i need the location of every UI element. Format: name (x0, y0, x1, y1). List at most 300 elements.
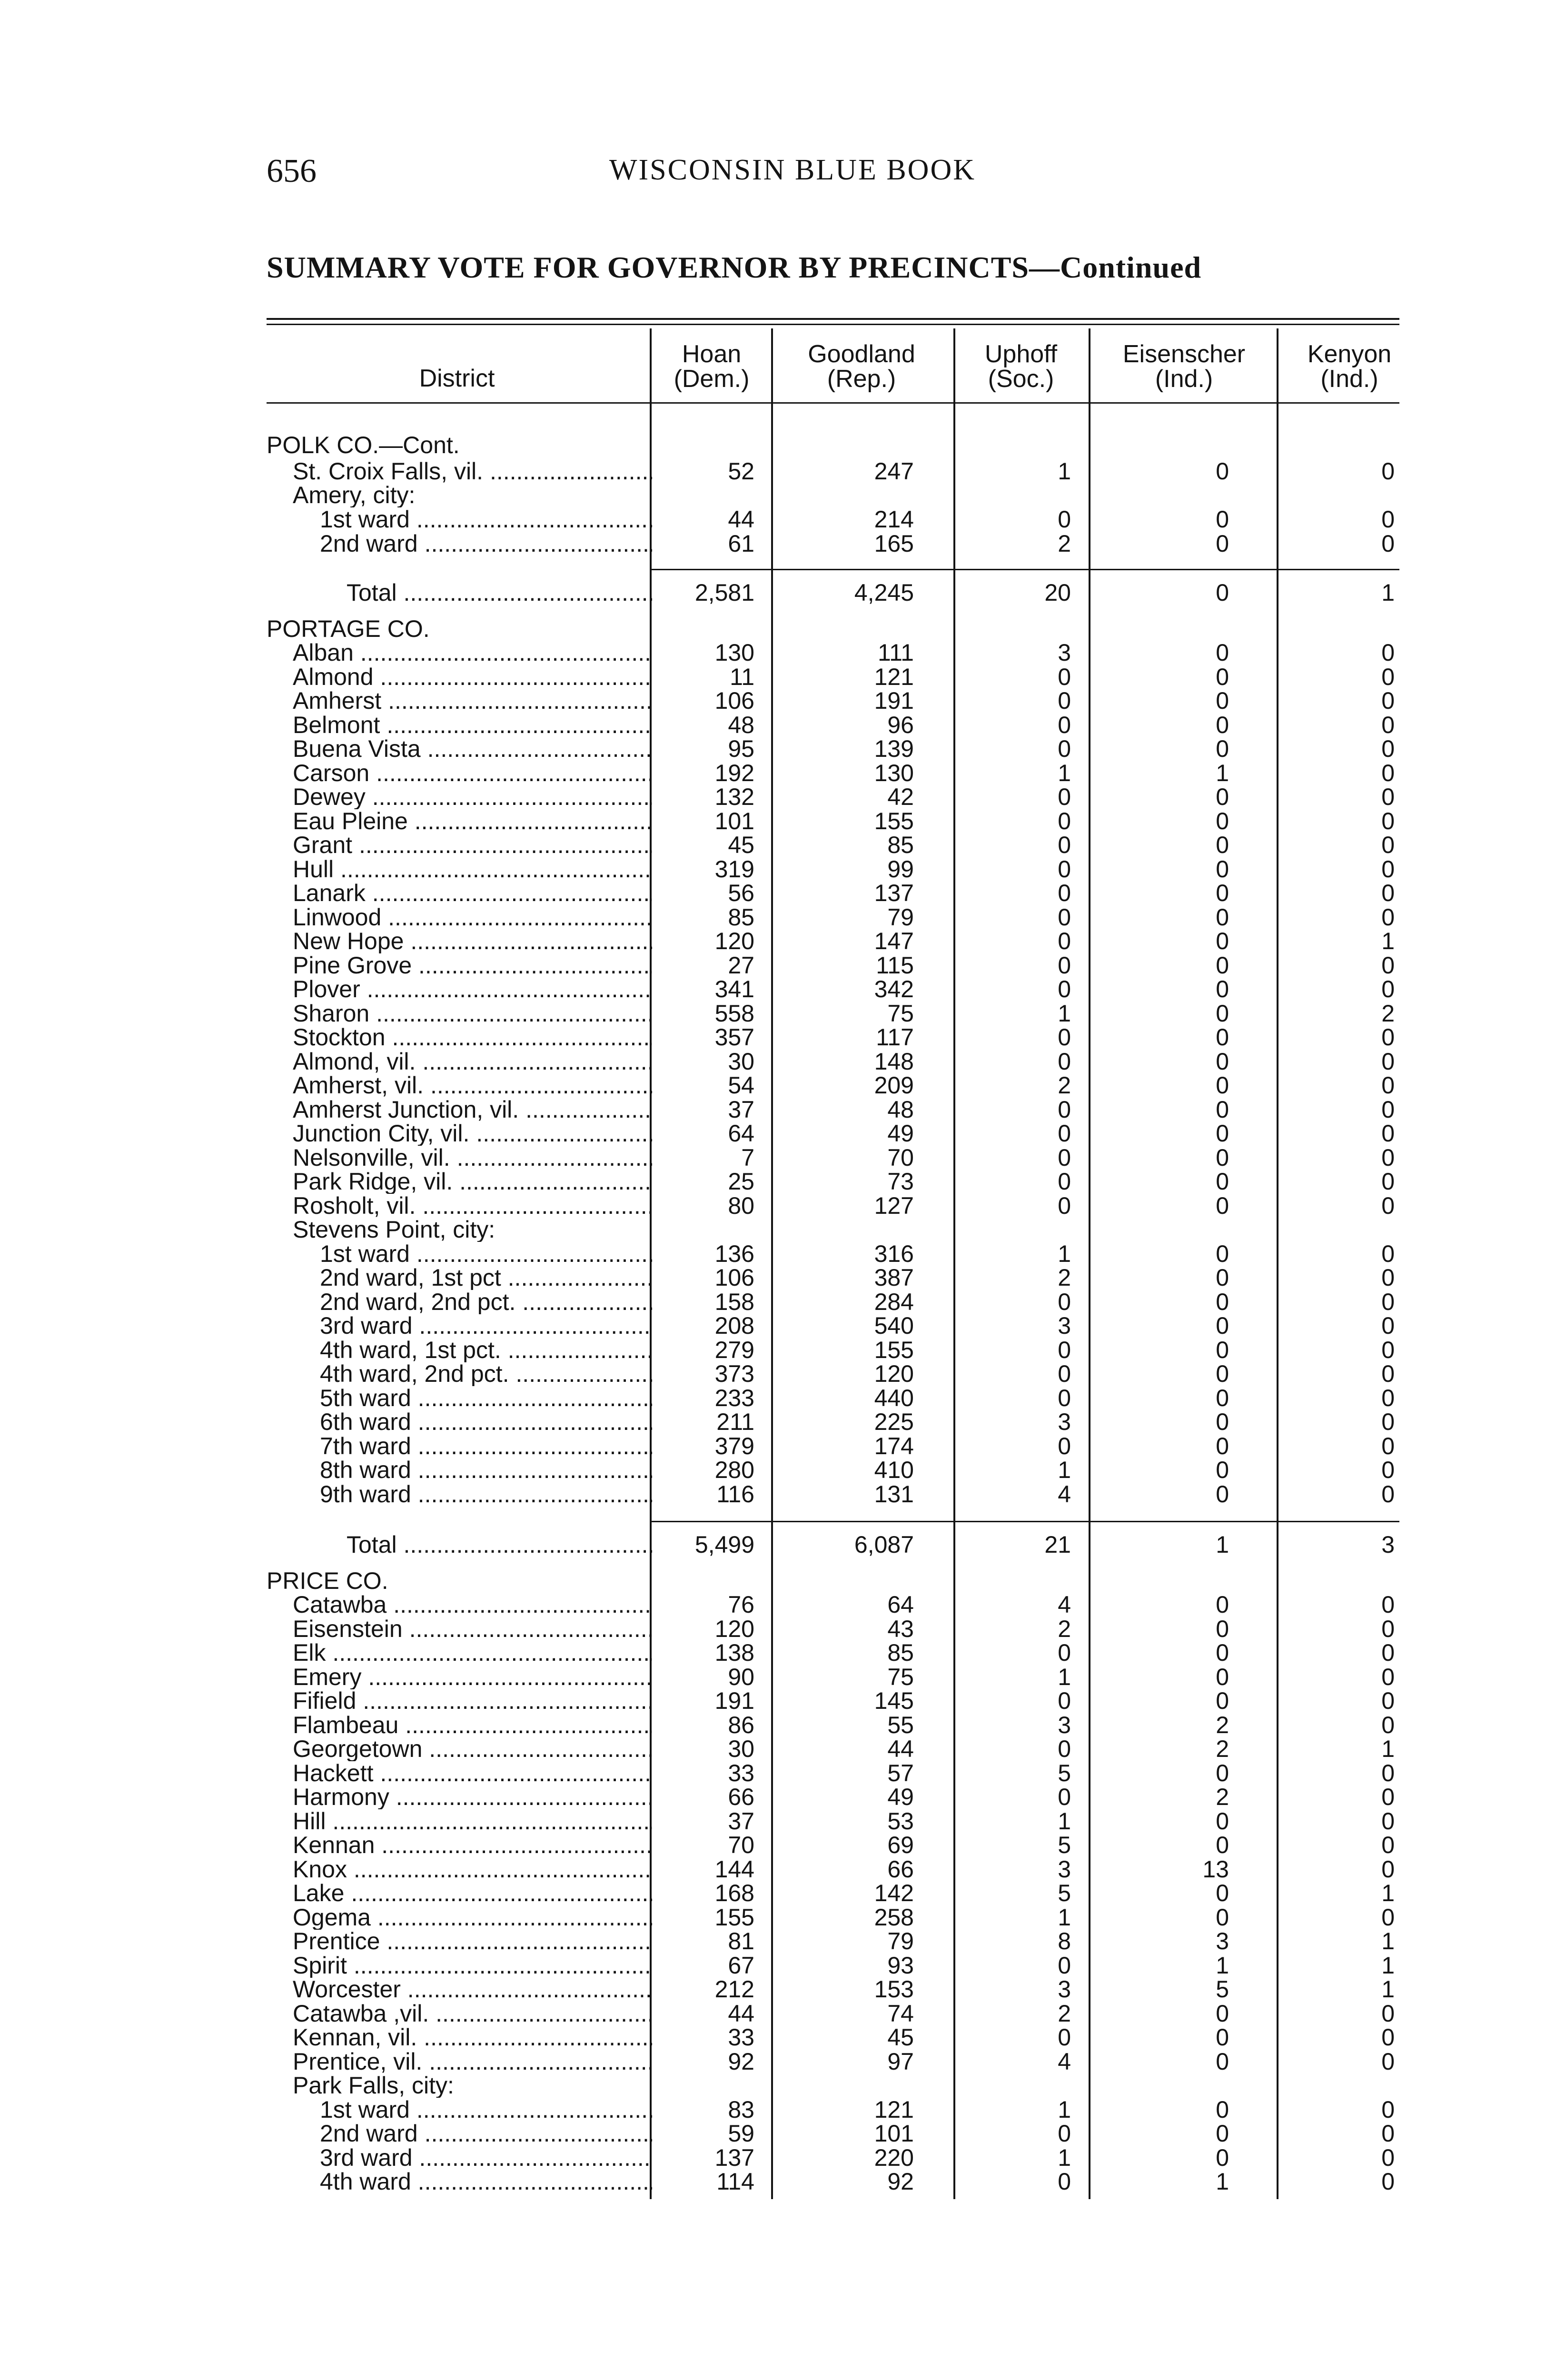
table-row (0, 665, 1546, 689)
vote-count-uphoff: 0 (1058, 664, 1071, 690)
candidate-name: Uphoff (984, 340, 1058, 368)
vote-count-uphoff: 2 (1058, 530, 1071, 557)
vote-count-eisenscher: 0 (1216, 1289, 1229, 1315)
vote-count-goodland: 117 (876, 1024, 914, 1051)
vote-count-eisenscher: 0 (1216, 530, 1229, 557)
vote-count-hoan: 30 (728, 1735, 754, 1762)
vote-count-hoan: 48 (728, 712, 754, 738)
vote-count-eisenscher: 0 (1216, 1096, 1229, 1123)
vote-count-uphoff: 0 (1058, 1024, 1071, 1051)
vote-count-eisenscher: 0 (1216, 1760, 1229, 1786)
vote-count-uphoff: 0 (1058, 1337, 1071, 1363)
vote-count-uphoff: 0 (1058, 1192, 1071, 1219)
district-name: POLK CO.—Cont. (267, 433, 460, 457)
vote-count-hoan: 56 (728, 880, 754, 906)
vote-count-goodland: 99 (887, 856, 914, 883)
district-column-header: District (419, 365, 495, 392)
vote-count-eisenscher: 2 (1216, 1784, 1229, 1810)
district-name: Hull ..... (293, 857, 652, 882)
district-name: Buena Vista ..... (293, 737, 652, 761)
district-name: Stevens Point, city: (293, 1218, 496, 1242)
district-name: St. Croix Falls, vil. ..... (293, 459, 652, 484)
subtotal-rule (650, 569, 1399, 570)
vote-count-eisenscher: 0 (1216, 639, 1229, 666)
table-row (0, 1977, 1546, 2002)
vote-count-goodland: 410 (874, 1457, 914, 1483)
table-row (0, 1954, 1546, 1978)
vote-count-uphoff: 0 (1058, 1168, 1071, 1195)
vote-count-eisenscher: 0 (1216, 1880, 1229, 1906)
vote-count-goodland: 174 (874, 1433, 914, 1459)
vote-count-uphoff: 2 (1058, 1072, 1071, 1099)
vote-count-uphoff: 4 (1058, 1591, 1071, 1618)
vote-count-kenyon: 0 (1381, 1096, 1395, 1123)
vote-count-uphoff: 21 (1044, 1531, 1071, 1558)
vote-count-uphoff: 0 (1058, 1735, 1071, 1762)
vote-count-goodland: 191 (874, 687, 914, 714)
district-name: Ogema ..... (293, 1905, 652, 1930)
district-name: Flambeau ..... (293, 1713, 652, 1737)
vote-count-eisenscher: 0 (1216, 1664, 1229, 1690)
vote-count-hoan: 120 (714, 928, 754, 954)
page-number: 656 (267, 153, 317, 189)
vote-count-uphoff: 0 (1058, 880, 1071, 906)
vote-count-hoan: 211 (716, 1408, 754, 1435)
vote-count-eisenscher: 0 (1216, 1192, 1229, 1219)
vote-count-kenyon: 3 (1381, 1531, 1395, 1558)
vote-count-goodland: 440 (874, 1385, 914, 1411)
table-row (0, 2025, 1546, 2050)
district-name: Amherst, vil. ..... (293, 1073, 652, 1098)
vote-count-goodland: 165 (874, 530, 914, 557)
vote-count-kenyon: 0 (1381, 783, 1395, 810)
vote-count-goodland: 85 (887, 832, 914, 858)
subtotal-rule (650, 1521, 1399, 1522)
vote-count-kenyon: 0 (1381, 1072, 1395, 1099)
district-name: Total ..... (347, 581, 652, 605)
table-row (0, 507, 1546, 532)
vote-count-hoan: 7 (741, 1144, 754, 1171)
vote-count-hoan: 37 (728, 1096, 754, 1123)
candidate-party: (Ind.) (1320, 365, 1378, 393)
vote-count-eisenscher: 0 (1216, 1000, 1229, 1027)
vote-count-eisenscher: 1 (1216, 760, 1229, 786)
vote-count-goodland: 55 (887, 1712, 914, 1738)
vote-count-goodland: 101 (874, 2120, 914, 2147)
vote-count-hoan: 54 (728, 1072, 754, 1099)
table-row (0, 785, 1546, 809)
vote-count-kenyon: 0 (1381, 1904, 1395, 1931)
vote-count-goodland: 45 (887, 2024, 914, 2051)
vote-count-kenyon: 1 (1381, 1928, 1395, 1954)
vote-count-hoan: 212 (714, 1976, 754, 2003)
vote-count-hoan: 95 (728, 735, 754, 762)
vote-count-uphoff: 0 (1058, 687, 1071, 714)
vote-count-kenyon: 0 (1381, 832, 1395, 858)
county-header-row (0, 1569, 1546, 1593)
vote-count-eisenscher: 0 (1216, 904, 1229, 931)
vote-count-eisenscher: 0 (1216, 1168, 1229, 1195)
table-row (0, 1833, 1546, 1857)
district-name: Almond ..... (293, 665, 652, 689)
vote-count-uphoff: 1 (1058, 1664, 1071, 1690)
vote-count-goodland: 316 (874, 1240, 914, 1267)
vote-count-uphoff: 0 (1058, 1360, 1071, 1387)
vote-count-uphoff: 1 (1058, 2144, 1071, 2171)
vote-count-kenyon: 0 (1381, 2000, 1395, 2027)
total-row (0, 581, 1546, 605)
vote-count-uphoff: 0 (1058, 928, 1071, 954)
vote-count-eisenscher: 0 (1216, 1591, 1229, 1618)
district-name: 1st ward ..... (320, 2098, 652, 2122)
vote-count-goodland: 93 (887, 1952, 914, 1979)
district-name: 4th ward, 2nd pct. ..... (320, 1362, 652, 1386)
vote-count-kenyon: 0 (1381, 1360, 1395, 1387)
table-row (0, 1737, 1546, 1761)
vote-count-goodland: 209 (874, 1072, 914, 1099)
candidate-party: (Dem.) (674, 365, 750, 393)
vote-count-hoan: 5,499 (694, 1531, 754, 1558)
vote-count-eisenscher: 0 (1216, 1808, 1229, 1835)
table-row (0, 1929, 1546, 1954)
vote-count-eisenscher: 0 (1216, 1385, 1229, 1411)
vote-count-goodland: 387 (874, 1264, 914, 1291)
district-name: Pine Grove ..... (293, 953, 652, 978)
vote-count-eisenscher: 2 (1216, 1735, 1229, 1762)
vote-count-kenyon: 0 (1381, 1120, 1395, 1147)
district-name: Park Ridge, vil. ..... (293, 1170, 652, 1194)
candidate-name: Goodland (808, 340, 915, 368)
vote-count-hoan: 192 (714, 760, 754, 786)
district-name: 3rd ward ..... (320, 2146, 652, 2170)
table-row (0, 1641, 1546, 1665)
district-name: Dewey ..... (293, 785, 652, 809)
district-name: Amery, city: (293, 483, 416, 507)
district-name: 2nd ward, 2nd pct. ..... (320, 1290, 652, 1314)
district-name: 6th ward ..... (320, 1410, 652, 1434)
table-row (0, 1386, 1546, 1410)
vote-count-uphoff: 8 (1058, 1928, 1071, 1954)
vote-count-hoan: 33 (728, 2024, 754, 2051)
vote-count-uphoff: 0 (1058, 904, 1071, 931)
vote-count-uphoff: 0 (1058, 976, 1071, 1002)
vote-count-hoan: 86 (728, 1712, 754, 1738)
vote-count-goodland: 96 (887, 712, 914, 738)
table-row (0, 532, 1546, 556)
district-name: 1st ward ..... (320, 1242, 652, 1266)
table-row (0, 977, 1546, 1002)
vote-count-eisenscher: 0 (1216, 1264, 1229, 1291)
table-row (0, 1881, 1546, 1905)
vote-count-uphoff: 0 (1058, 1096, 1071, 1123)
vote-count-goodland: 48 (887, 1096, 914, 1123)
vote-count-uphoff: 4 (1058, 2048, 1071, 2075)
vote-count-uphoff: 1 (1058, 1808, 1071, 1835)
vote-count-eisenscher: 0 (1216, 2048, 1229, 2075)
vote-count-eisenscher: 0 (1216, 1433, 1229, 1459)
table-row (0, 1002, 1546, 1026)
vote-count-goodland: 225 (874, 1408, 914, 1435)
district-name: Plover ..... (293, 977, 652, 1002)
table-row (0, 1713, 1546, 1737)
vote-count-kenyon: 0 (1381, 1168, 1395, 1195)
vote-count-eisenscher: 0 (1216, 1337, 1229, 1363)
vote-count-hoan: 558 (714, 1000, 754, 1027)
vote-count-hoan: 101 (714, 808, 754, 834)
district-name: Eisenstein ..... (293, 1617, 652, 1641)
district-name: Sharon ..... (293, 1002, 652, 1026)
vote-count-eisenscher: 0 (1216, 664, 1229, 690)
vote-count-hoan: 279 (714, 1337, 754, 1363)
vote-count-uphoff: 1 (1058, 1000, 1071, 1027)
vote-count-hoan: 137 (714, 2144, 754, 2171)
vote-count-kenyon: 0 (1381, 1337, 1395, 1363)
vote-count-uphoff: 4 (1058, 1481, 1071, 1507)
vote-count-kenyon: 0 (1381, 1664, 1395, 1690)
vote-count-kenyon: 0 (1381, 1385, 1395, 1411)
vote-count-hoan: 64 (728, 1120, 754, 1147)
table-row (0, 1121, 1546, 1146)
table-row (0, 881, 1546, 905)
vote-count-hoan: 120 (714, 1616, 754, 1642)
vote-count-hoan: 319 (714, 856, 754, 883)
district-name: Rosholt, vil. ..... (293, 1194, 652, 1218)
vote-count-hoan: 158 (714, 1289, 754, 1315)
vote-count-eisenscher: 2 (1216, 1712, 1229, 1738)
table-row (0, 1025, 1546, 1050)
table-row (0, 1338, 1546, 1362)
district-name: Amherst Junction, vil. ..... (293, 1098, 652, 1122)
table-row (0, 2170, 1546, 2194)
district-name: PORTAGE CO. (267, 617, 430, 641)
vote-count-eisenscher: 0 (1216, 1904, 1229, 1931)
vote-count-kenyon: 0 (1381, 1289, 1395, 1315)
vote-count-eisenscher: 0 (1216, 1616, 1229, 1642)
vote-count-uphoff: 3 (1058, 1712, 1071, 1738)
table-row (0, 1410, 1546, 1434)
table-row (0, 1857, 1546, 1882)
vote-count-eisenscher: 0 (1216, 579, 1229, 606)
vote-count-kenyon: 0 (1381, 1240, 1395, 1267)
district-name: Catawba ..... (293, 1593, 652, 1617)
vote-count-goodland: 57 (887, 1760, 914, 1786)
vote-count-kenyon: 1 (1381, 1976, 1395, 2003)
table-row (0, 1314, 1546, 1338)
vote-count-hoan: 357 (714, 1024, 754, 1051)
city-subheader-row (0, 2073, 1546, 2098)
vote-count-uphoff: 0 (1058, 1385, 1071, 1411)
table-row (0, 2146, 1546, 2170)
vote-count-kenyon: 0 (1381, 2048, 1395, 2075)
city-subheader-row (0, 483, 1546, 507)
vote-count-eisenscher: 0 (1216, 1312, 1229, 1339)
district-name: PRICE CO. (267, 1569, 388, 1593)
vote-count-goodland: 79 (887, 1928, 914, 1954)
column-header-kenyon (1278, 342, 1421, 391)
table-row (0, 1434, 1546, 1458)
district-name: Spirit ..... (293, 1954, 652, 1978)
vote-count-uphoff: 5 (1058, 1760, 1071, 1786)
vote-count-goodland: 74 (887, 2000, 914, 2027)
vote-count-uphoff: 3 (1058, 1312, 1071, 1339)
vote-count-hoan: 11 (730, 664, 754, 690)
vote-count-goodland: 42 (887, 783, 914, 810)
table-row (0, 1194, 1546, 1218)
table-row (0, 929, 1546, 953)
vote-count-eisenscher: 1 (1216, 2168, 1229, 2195)
vote-count-kenyon: 0 (1381, 904, 1395, 931)
vote-count-eisenscher: 0 (1216, 808, 1229, 834)
vote-count-uphoff: 5 (1058, 1880, 1071, 1906)
vote-count-eisenscher: 0 (1216, 1048, 1229, 1075)
vote-count-kenyon: 0 (1381, 2096, 1395, 2123)
vote-count-goodland: 540 (874, 1312, 914, 1339)
district-name: 1st ward ..... (320, 507, 652, 532)
vote-count-hoan: 132 (714, 783, 754, 810)
candidate-name: Eisenscher (1122, 340, 1246, 368)
vote-count-eisenscher: 13 (1202, 1856, 1229, 1883)
vote-count-goodland: 153 (874, 1976, 914, 2003)
vote-count-goodland: 155 (874, 808, 914, 834)
vote-count-uphoff: 1 (1058, 1457, 1071, 1483)
column-header-uphoff (952, 342, 1090, 391)
vote-count-kenyon: 0 (1381, 760, 1395, 786)
district-name: 4th ward ..... (320, 2170, 652, 2194)
vote-count-kenyon: 0 (1381, 1784, 1395, 1810)
vote-count-kenyon: 0 (1381, 1481, 1395, 1507)
vote-count-goodland: 120 (874, 1360, 914, 1387)
column-header-eisenscher (1092, 342, 1276, 391)
vote-count-hoan: 59 (728, 2120, 754, 2147)
vote-count-goodland: 92 (887, 2168, 914, 2195)
vote-count-eisenscher: 1 (1216, 1952, 1229, 1979)
vote-count-uphoff: 0 (1058, 712, 1071, 738)
vote-count-kenyon: 0 (1381, 976, 1395, 1002)
table-row (0, 1362, 1546, 1386)
district-name: 9th ward ..... (320, 1482, 652, 1507)
vote-count-uphoff: 0 (1058, 735, 1071, 762)
vote-count-eisenscher: 0 (1216, 712, 1229, 738)
vote-count-goodland: 121 (874, 2096, 914, 2123)
district-name: 5th ward ..... (320, 1386, 652, 1410)
vote-count-kenyon: 0 (1381, 1144, 1395, 1171)
vote-count-kenyon: 0 (1381, 530, 1395, 557)
vote-count-hoan: 106 (714, 687, 754, 714)
district-name: Eau Pleine ..... (293, 809, 652, 833)
vote-count-kenyon: 0 (1381, 712, 1395, 738)
vote-count-kenyon: 0 (1381, 2168, 1395, 2195)
vote-count-goodland: 73 (887, 1168, 914, 1195)
district-name: Elk ..... (293, 1641, 652, 1665)
vote-count-eisenscher: 0 (1216, 928, 1229, 954)
table-row (0, 953, 1546, 978)
vote-count-kenyon: 1 (1381, 1735, 1395, 1762)
district-name: Linwood ..... (293, 905, 652, 930)
vote-count-kenyon: 0 (1381, 1616, 1395, 1642)
vote-count-kenyon: 0 (1381, 1433, 1395, 1459)
county-header-row (0, 617, 1546, 641)
vote-count-uphoff: 2 (1058, 1616, 1071, 1642)
vote-count-goodland: 44 (887, 1735, 914, 1762)
table-row (0, 2098, 1546, 2122)
vote-count-goodland: 127 (874, 1192, 914, 1219)
vote-count-hoan: 44 (728, 506, 754, 533)
table-row (0, 689, 1546, 713)
district-name: 2nd ward, 1st pct ..... (320, 1266, 652, 1290)
running-head: WISCONSIN BLUE BOOK (609, 154, 976, 186)
district-name: Lanark ..... (293, 881, 652, 905)
district-name: Kennan ..... (293, 1833, 652, 1857)
vote-count-goodland: 97 (887, 2048, 914, 2075)
vote-count-goodland: 111 (877, 639, 914, 666)
vote-count-hoan: 25 (728, 1168, 754, 1195)
vote-count-kenyon: 0 (1381, 880, 1395, 906)
vote-count-uphoff: 0 (1058, 1784, 1071, 1810)
vote-count-uphoff: 3 (1058, 1976, 1071, 2003)
vote-count-eisenscher: 1 (1216, 1531, 1229, 1558)
vote-count-uphoff: 0 (1058, 1433, 1071, 1459)
vote-count-uphoff: 0 (1058, 1289, 1071, 1315)
vote-count-eisenscher: 0 (1216, 1360, 1229, 1387)
vote-count-uphoff: 2 (1058, 2000, 1071, 2027)
vote-count-hoan: 61 (728, 530, 754, 557)
vote-count-eisenscher: 0 (1216, 2096, 1229, 2123)
vote-count-kenyon: 0 (1381, 1264, 1395, 1291)
vote-count-goodland: 66 (887, 1856, 914, 1883)
vote-count-kenyon: 1 (1381, 1952, 1395, 1979)
table-row (0, 905, 1546, 930)
vote-count-hoan: 67 (728, 1952, 754, 1979)
district-name: Junction City, vil. ..... (293, 1121, 652, 1146)
vote-count-goodland: 69 (887, 1832, 914, 1858)
vote-count-hoan: 76 (728, 1591, 754, 1618)
table-row (0, 1050, 1546, 1074)
vote-count-hoan: 191 (714, 1687, 754, 1714)
vote-count-eisenscher: 0 (1216, 1120, 1229, 1147)
vote-count-eisenscher: 0 (1216, 1639, 1229, 1666)
vote-count-kenyon: 0 (1381, 1192, 1395, 1219)
vote-count-goodland: 79 (887, 904, 914, 931)
vote-count-kenyon: 1 (1381, 928, 1395, 954)
vote-count-uphoff: 0 (1058, 1639, 1071, 1666)
table-row (0, 1170, 1546, 1194)
candidate-name: Hoan (682, 340, 742, 368)
vote-count-kenyon: 0 (1381, 1808, 1395, 1835)
table-row (0, 1482, 1546, 1507)
district-name: Prentice, vil. ..... (293, 2050, 652, 2074)
vote-count-kenyon: 2 (1381, 1000, 1395, 1027)
district-name: Catawba ,vil. ..... (293, 2002, 652, 2026)
vote-count-uphoff: 0 (1058, 783, 1071, 810)
vote-count-uphoff: 0 (1058, 1952, 1071, 1979)
vote-count-uphoff: 0 (1058, 1048, 1071, 1075)
vote-count-eisenscher: 0 (1216, 1832, 1229, 1858)
vote-count-kenyon: 0 (1381, 1048, 1395, 1075)
vote-count-kenyon: 0 (1381, 1408, 1395, 1435)
vote-count-goodland: 49 (887, 1784, 914, 1810)
vote-count-goodland: 121 (874, 664, 914, 690)
table-row (0, 1665, 1546, 1689)
vote-count-eisenscher: 0 (1216, 2144, 1229, 2171)
vote-count-uphoff: 1 (1058, 760, 1071, 786)
vote-count-kenyon: 0 (1381, 808, 1395, 834)
vote-count-kenyon: 0 (1381, 1639, 1395, 1666)
vote-count-hoan: 106 (714, 1264, 754, 1291)
vote-count-eisenscher: 0 (1216, 687, 1229, 714)
vote-count-kenyon: 0 (1381, 687, 1395, 714)
district-name: Fifield ..... (293, 1689, 652, 1713)
vote-count-uphoff: 0 (1058, 1144, 1071, 1171)
